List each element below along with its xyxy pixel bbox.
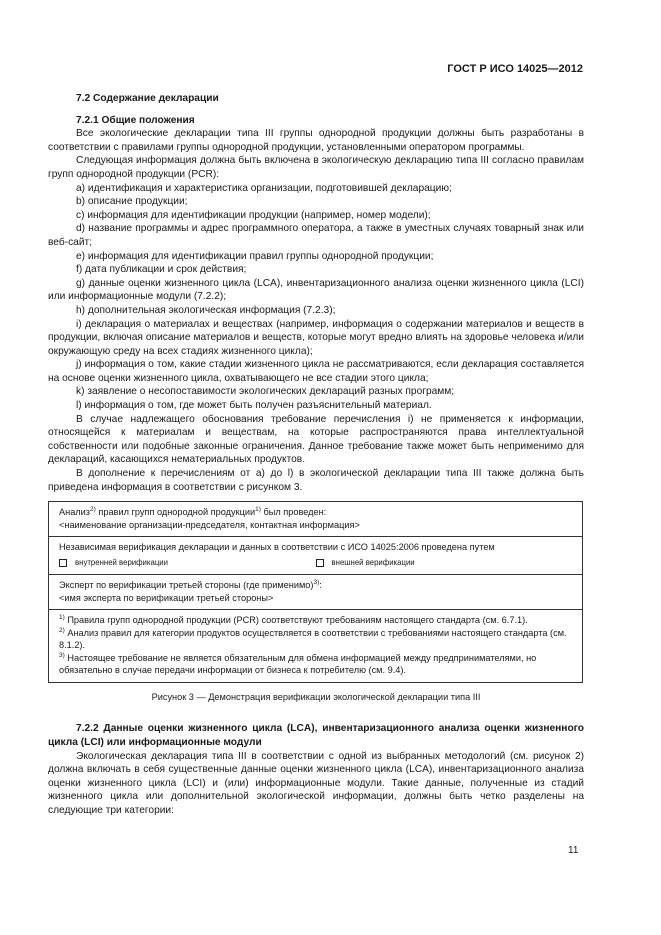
organization-placeholder: <наименование организации-председателя, контактная информация> <box>59 519 360 530</box>
list-item: k) заявление о несопоставимости экологических деклараций разных программ; <box>76 386 455 398</box>
footnote-mark: 1) <box>255 506 261 514</box>
subsection-heading: 7.2.1 Общие положения <box>76 114 195 126</box>
verification-options <box>59 557 572 570</box>
list-item: c) информация для идентификации продукции (например, номер модели); <box>76 209 431 221</box>
list-item: h) дополнительная экологическая информация (7.2.3); <box>76 304 336 316</box>
list-item: d) название программы и адрес программного оператора, а также в уместных случаях товарный знак или веб-сайт; <box>48 223 584 248</box>
footnote-mark: 3) <box>313 579 320 587</box>
list-item: g) данные оценки жизненного цикла (LCA), инвентаризационного анализа оценки жизненного цикла (LCI) или информационные модули (7.2.2); <box>48 277 584 303</box>
standard-number: ГОСТ Р ИСО 14025—2012 <box>447 63 583 75</box>
figure-caption: Рисунок 3 — Демонстрация верификации экологической декларации типа III <box>151 691 481 702</box>
list-item: b) описание продукции; <box>76 196 188 208</box>
main-content <box>48 92 584 817</box>
list-item: i) декларация о материалах и веществах (например, информация о содержании материалов и веществ в продукции, включая описание материалов и веществ, которые могут вредно влиять на здоровье человека и/или окружающую среду на всех стадиях жизненного цикла); <box>48 318 584 357</box>
checkbox-label: внешней верификации <box>331 557 415 567</box>
figure-note: $^{3)}$ Настоящее требование не является обязательным для обмена информацией между предпринимателями, но обязательно в случае передачи информации от бизнеса к потребителю (см. 9.4). <box>59 651 537 676</box>
paragraph: Все экологические декларации типа III группы однородной продукции должны быть разработаны в соответствии с правилами группы однородной продукции, установленными оператором программы. <box>48 128 584 153</box>
paragraph: Экологическая декларация типа III в соответствии с одной из выбранных методологий (см. рисунок 2) должна включать в себя существенные данные оценки жизненного цикла (LCA), инвентаризационного анализа оценки жизненного цикла (LCI) и (или) информационные модули. Такие данные, полученные из стадий жизненного цикла или дополнительной экологической информации, должны быть четко разделены на следующие три категории: <box>48 750 584 816</box>
figure-note: $^{1)}$ Правила групп однородной продукции (PCR) соответствуют требованиям настоящего стандарта (см. 6.7.1). <box>59 614 528 626</box>
list-item: j) информация о том, какие стадии жизненного цикла не рассматриваются, если декларация составляется на основе оценки жизненного цикла, охватывающего не все стадии этого цикла; <box>48 359 584 384</box>
checkbox-icon[interactable] <box>59 559 67 567</box>
analysis-line: Анализ$^{2)}$ правил групп однородной продукции$^{1)}$ был проведен: <box>59 506 327 518</box>
verification-text: Независимая верификация декларации и данных в соответствии с ИСО 14025:2006 проведена путем <box>59 542 495 553</box>
expert-line: Эксперт по верификации третьей стороны (где применимо)$^{3)}$: <box>59 579 322 591</box>
paragraph: Следующая информация должна быть включена в экологическую декларацию типа III согласно правилам групп однородной продукции (PCR): <box>48 155 584 180</box>
internal-verification-option[interactable] <box>59 557 316 570</box>
paragraph: В дополнение к перечислениям от a) до l) в экологической декларации типа III также должна быть приведена информация в соответствии с рисунком 3. <box>48 468 584 493</box>
list-item: e) информация для идентификации правил группы однородной продукции; <box>76 250 434 262</box>
figure-note: $^{2)}$ Анализ правил для категории продуктов осуществляется в соответствии с требованиями настоящего стандарта (см. 8.1.2). <box>59 626 567 651</box>
checkbox-icon[interactable] <box>316 559 324 567</box>
verification-figure <box>48 501 583 683</box>
list-item: f) дата публикации и срок действия; <box>76 264 247 276</box>
figure-row-expert <box>49 575 582 610</box>
list-item: a) идентификация и характеристика организации, подготовившей декларацию; <box>76 182 452 194</box>
section-heading: 7.2 Содержание декларации <box>76 93 219 104</box>
footnote-mark: 2) <box>90 506 96 514</box>
external-verification-option[interactable] <box>316 557 573 570</box>
list-item: l) информация о том, где может быть получен разъяснительный материал. <box>76 400 432 412</box>
figure-notes <box>49 610 582 682</box>
subsection-heading: 7.2.2 Данные оценки жизненного цикла (LCA), инвентаризационного анализа оценки жизненного цикла (LCI) или информационные модули <box>48 723 584 748</box>
figure-row-verification <box>49 537 582 575</box>
page-number: 11 <box>568 845 579 856</box>
checkbox-label: внутренней верификации <box>75 557 169 567</box>
paragraph: В случае надлежащего обоснования требование перечисления i) не применяется к информации, относящейся к материалам и веществам, на которые распространяются права интеллектуальной собственности или подобные законные ограничения. Данное требование также может быть неприменимо для деклараций, касающихся нематериальных продуктов. <box>48 413 584 466</box>
figure-row-analysis <box>49 502 582 537</box>
expert-placeholder: <имя эксперта по верификации третьей стороны> <box>59 592 274 603</box>
